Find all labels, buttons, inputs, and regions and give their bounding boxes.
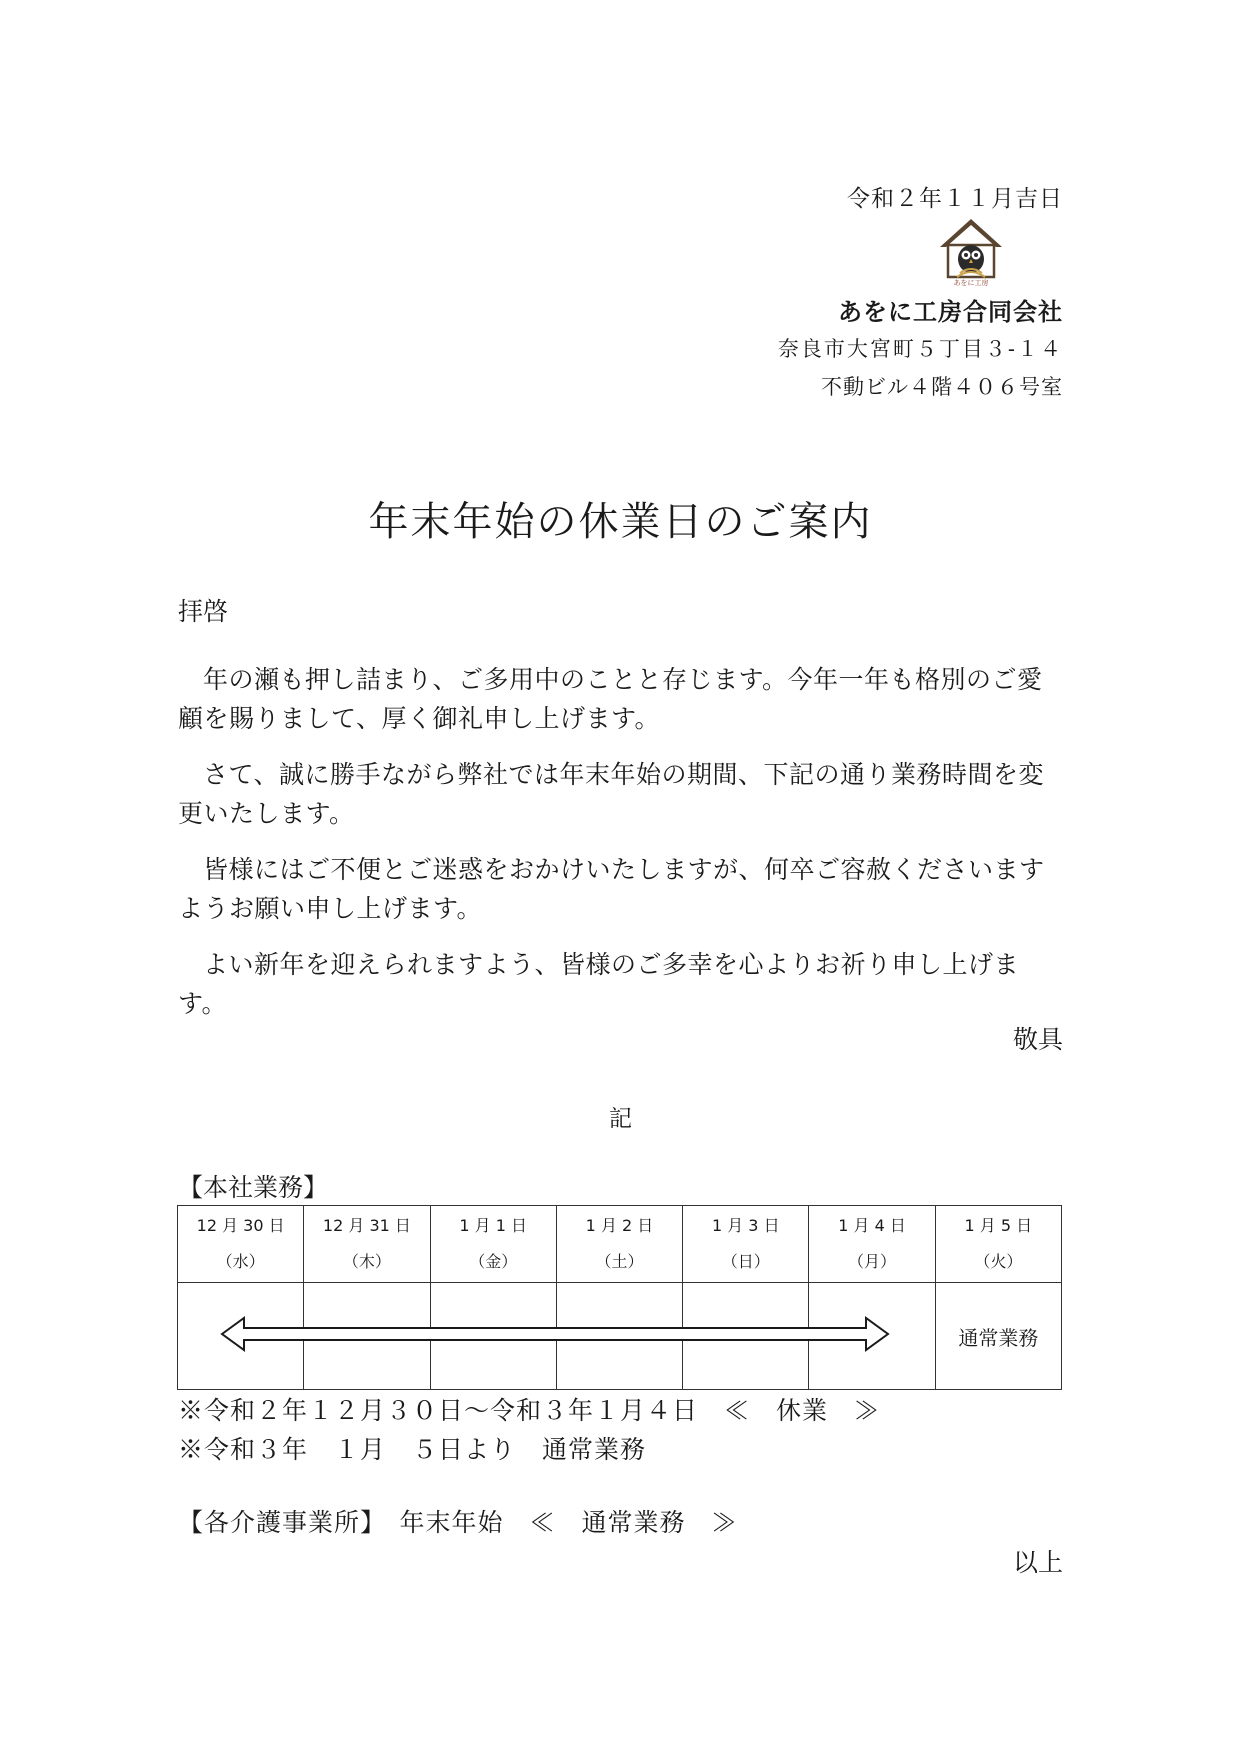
- day-of-week: （木）: [342, 1252, 391, 1271]
- care-office-note: 【各介護事業所】 年末年始 ≪ 通常業務 ≫: [178, 1508, 738, 1537]
- day-cell: [556, 1206, 682, 1283]
- day-of-week: （火）: [974, 1252, 1023, 1271]
- page-title: 年末年始の休業日のご案内: [368, 499, 873, 545]
- normal-business-cell: 通常業務: [935, 1283, 1061, 1390]
- day-of-week: （日）: [721, 1252, 770, 1271]
- address-line-1: 奈良市大宮町５丁目３-１４: [777, 337, 1063, 361]
- owl-house-logo-icon: [936, 215, 1006, 287]
- day-date: 1 月 3 日: [711, 1216, 780, 1235]
- paragraph-4: よい新年を迎えられますよう、皆様のご多幸を心よりお祈り申し上げます。: [178, 950, 1020, 1018]
- closing-keigu: 敬具: [1012, 1025, 1063, 1054]
- day-cell: [178, 1206, 304, 1283]
- end-marker: 以上: [1012, 1548, 1063, 1577]
- closure-note: ※令和２年１２月３０日～令和３年１月４日 ≪ 休業 ≫: [178, 1396, 881, 1425]
- day-cell: [809, 1206, 935, 1283]
- day-cell: [935, 1206, 1061, 1283]
- double-arrow-icon: [220, 1316, 890, 1352]
- day-of-week: （土）: [595, 1252, 644, 1271]
- schedule-table: [177, 1205, 1062, 1390]
- issue-date: 令和２年１１月吉日: [847, 186, 1063, 212]
- paragraph-1: 年の瀬も押し詰まり、ご多用中のことと存じます。今年一年も格別のご愛顧を賜りまして、厚く御礼申し上げます。: [178, 665, 1043, 733]
- day-of-week: （金）: [469, 1252, 518, 1271]
- day-cell: [304, 1206, 430, 1283]
- section-label-headquarters: 【本社業務】: [178, 1173, 329, 1202]
- address-line-2: 不動ビル４階４０６号室: [821, 375, 1063, 399]
- ki-heading: 記: [609, 1106, 632, 1132]
- day-date: 1 月 2 日: [585, 1216, 654, 1235]
- paragraph-2: さて、誠に勝手ながら弊社では年末年始の期間、下記の通り業務時間を変更いたします。: [178, 760, 1045, 828]
- day-cell: [430, 1206, 556, 1283]
- day-date: 1 月 5 日: [964, 1216, 1033, 1235]
- salutation: 拝啓: [178, 597, 229, 626]
- day-date: 12 月 30 日: [196, 1216, 285, 1235]
- schedule-header-row: [178, 1206, 1062, 1283]
- logo-text: あをに工房: [953, 279, 989, 287]
- resume-note: ※令和３年 １月 ５日より 通常業務: [178, 1435, 647, 1464]
- day-date: 1 月 1 日: [459, 1216, 528, 1235]
- day-date: 1 月 4 日: [838, 1216, 906, 1235]
- day-of-week: （月）: [848, 1252, 897, 1271]
- day-date: 12 月 31 日: [322, 1216, 411, 1235]
- paragraph-3: 皆様にはご不便とご迷惑をおかけいたしますが、何卒ご容赦くださいますようお願い申し上げます。: [178, 855, 1045, 923]
- company-name: あをに工房合同会社: [838, 298, 1063, 326]
- day-cell: [683, 1206, 809, 1283]
- day-of-week: （水）: [216, 1252, 265, 1271]
